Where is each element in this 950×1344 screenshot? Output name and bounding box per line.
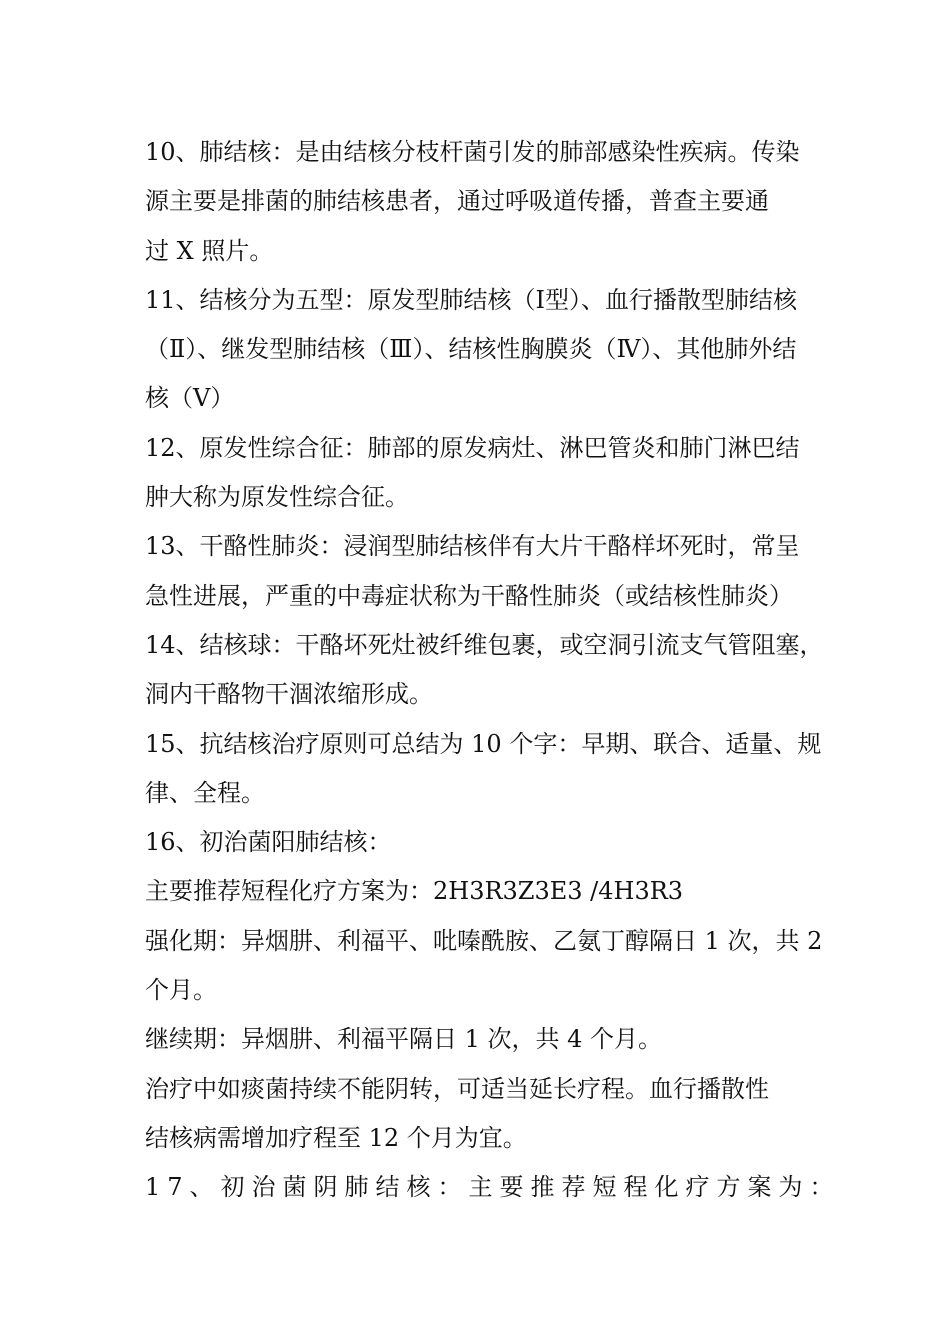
text-line: 16、初治菌阳肺结核： (145, 828, 392, 857)
text-line: 急性进展，严重的中毒症状称为干酪性肺炎（或结核性肺炎） (145, 581, 793, 610)
text-line: 继续期：异烟肼、利福平隔日 1 次，共 4 个月。 (145, 1025, 663, 1054)
text-line: 17、初治菌阴肺结核：主要推荐短程化疗方案为： (145, 1173, 841, 1202)
text-line: 13、干酪性肺炎：浸润型肺结核伴有大片干酪样坏死时，常呈 (145, 532, 800, 561)
text-line: （Ⅱ）、继发型肺结核（Ⅲ）、结核性胸膜炎（Ⅳ）、其他肺外结 (145, 335, 797, 364)
text-line: 14、结核球：干酪坏死灶被纤维包裹，或空洞引流支气管阻塞， (145, 630, 824, 659)
text-line: 治疗中如痰菌持续不能阴转，可适当延长疗程。血行播散性 (145, 1074, 769, 1103)
text-line: 强化期：异烟肼、利福平、吡嗪酰胺、乙氨丁醇隔日 1 次，共 2 (145, 926, 823, 955)
text-line: 15、抗结核治疗原则可总结为 10 个字：早期、联合、适量、规 (145, 729, 822, 758)
text-line: 结核病需增加疗程至 12 个月为宜。 (145, 1123, 527, 1152)
text-line: 肿大称为原发性综合征。 (145, 483, 409, 512)
text-line: 个月。 (145, 976, 217, 1005)
text-line: 12、原发性综合征：肺部的原发病灶、淋巴管炎和肺门淋巴结 (145, 433, 800, 462)
text-line: 律、全程。 (145, 778, 265, 807)
text-line: 过 X 照片。 (145, 236, 274, 265)
text-line: 核（Ⅴ） (145, 384, 235, 413)
text-line: 洞内干酪物干涸浓缩形成。 (145, 680, 433, 709)
text-line: 11、结核分为五型：原发型肺结核（Ⅰ型）、血行播散型肺结核 (145, 285, 798, 314)
text-line: 源主要是排菌的肺结核患者，通过呼吸道传播，普查主要通 (145, 187, 769, 216)
text-line: 10、肺结核：是由结核分枝杆菌引发的肺部感染性疾病。传染 (145, 138, 800, 166)
text-line: 主要推荐短程化疗方案为：2H3R3Z3E3 /4H3R3 (145, 877, 684, 906)
document-body (145, 128, 841, 1213)
